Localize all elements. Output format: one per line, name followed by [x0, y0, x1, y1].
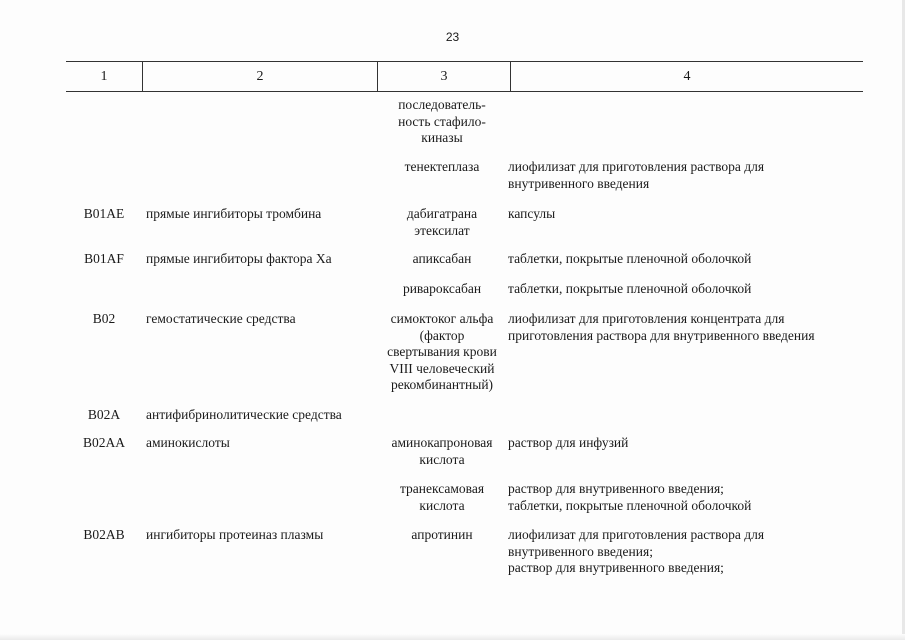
- atc-code: B02AB: [83, 527, 125, 542]
- scan-bottom-edge: [0, 634, 905, 640]
- drug-name-line: последователь-: [398, 97, 486, 112]
- header-col-4: 4: [683, 69, 691, 84]
- dosage-form-line: лиофилизат для приготовления раствора для: [508, 527, 765, 542]
- atc-code: B02AA: [82, 435, 125, 450]
- dosage-form: [508, 159, 863, 192]
- dosage-form-line: раствор для внутривенного введения;: [508, 560, 724, 575]
- drug-name: [376, 97, 508, 147]
- drug-name-line: ность стафило-: [398, 113, 486, 129]
- dosage-form-line: раствор для внутривенного введения;: [508, 481, 724, 496]
- dosage-form-line: таблетки, покрытые пленочной оболочкой: [508, 497, 752, 513]
- drug-name-line: VIII человеческий: [389, 360, 495, 376]
- drug-name-line: дабигатрана: [406, 206, 478, 221]
- pharmacological-group: ингибиторы протеиназ плазмы: [146, 527, 324, 542]
- atc-code: B02: [92, 311, 116, 326]
- drug-name-line: аминокапроновая: [391, 435, 493, 450]
- drug-name-line: ривароксабан: [402, 281, 482, 296]
- dosage-form: [508, 251, 863, 268]
- drug-name-line: симоктоког альфа: [390, 311, 494, 326]
- drug-name-line: киназы: [421, 130, 463, 145]
- dosage-form: [508, 527, 863, 577]
- drug-name-line: тенектеплаза: [404, 159, 480, 174]
- drug-name: [376, 481, 508, 514]
- drug-name: [376, 527, 508, 544]
- drug-name: [376, 281, 508, 298]
- dosage-form-line: капсулы: [508, 206, 556, 221]
- dosage-form: [508, 481, 863, 514]
- atc-code: B01AF: [84, 251, 124, 266]
- dosage-form-line: внутривенного введения: [508, 175, 650, 191]
- drug-name-line: (фактор: [419, 327, 465, 343]
- page-number: 23: [445, 30, 460, 44]
- drug-name: [376, 206, 508, 239]
- drug-name-line: кислота: [419, 451, 465, 467]
- drug-name-line: кислота: [419, 497, 465, 513]
- drug-name-line: рекомбинантный): [390, 377, 494, 392]
- header-col-1: 1: [66, 62, 143, 91]
- dosage-form-line: лиофилизат для приготовления концентрата для: [508, 311, 785, 326]
- pharmacological-group: прямые ингибиторы фактора Xa: [146, 251, 332, 266]
- drug-name-line: этексилат: [414, 222, 470, 238]
- table-header: [66, 61, 863, 92]
- pharmacological-group: аминокислоты: [146, 435, 230, 450]
- header-col-3: 3: [378, 62, 511, 91]
- drug-name: [376, 251, 508, 268]
- pharmacological-group: прямые ингибиторы тромбина: [146, 206, 322, 221]
- drug-name-line: транексамовая: [399, 481, 485, 496]
- dosage-form: [508, 206, 863, 223]
- atc-code: B02A: [87, 407, 121, 422]
- drug-name-line: свертывания крови: [387, 344, 497, 359]
- dosage-form-line: таблетки, покрытые пленочной оболочкой: [508, 281, 752, 296]
- dosage-form-line: лиофилизат для приготовления раствора для: [508, 159, 765, 174]
- dosage-form: [508, 435, 863, 452]
- drug-name: [376, 311, 508, 394]
- drug-name: [376, 435, 508, 468]
- pharmacological-group: антифибринолитические средства: [146, 407, 342, 422]
- dosage-form-line: приготовления раствора для внутривенного введения: [508, 327, 815, 343]
- dosage-form: [508, 281, 863, 298]
- header-col-2: 2: [143, 62, 378, 91]
- dosage-form-line: раствор для инфузий: [508, 435, 629, 450]
- pharmacological-group: гемостатические средства: [146, 311, 296, 326]
- atc-code: B01AE: [83, 206, 125, 221]
- drug-name: [376, 159, 508, 176]
- dosage-form-line: внутривенного введения;: [508, 543, 653, 559]
- dosage-form-line: таблетки, покрытые пленочной оболочкой: [508, 251, 752, 266]
- drug-name-line: апиксабан: [412, 251, 472, 266]
- dosage-form: [508, 311, 863, 344]
- drug-name-line: апротинин: [411, 527, 473, 542]
